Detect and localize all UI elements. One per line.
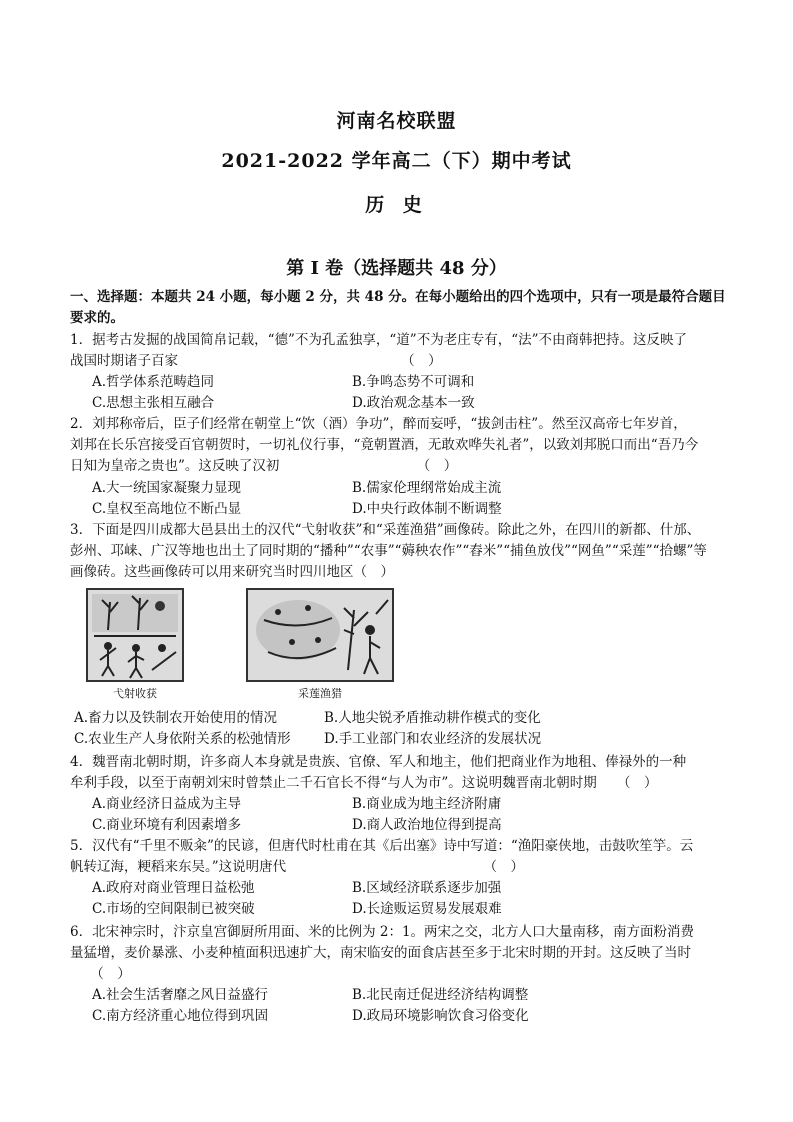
- question-line: 刘邦在长乐宫接受百官朝贺时，一切礼仪行事，“竟朝置酒，无敢欢哗失礼者”，以致刘邦脱口而出“吾乃今: [70, 437, 699, 453]
- brick-relief-image: [246, 588, 394, 682]
- option-row: [92, 899, 732, 920]
- question-line: 4．魏晋南北朝时期，许多商人本身就是贵族、官僚、军人和地主，他们把商业作为地租、俸禄外的一种: [70, 754, 687, 770]
- option-b[interactable]: B.争鸣态势不可调和: [352, 374, 475, 390]
- relief-figure-1: [86, 588, 184, 701]
- option-row: [92, 393, 732, 414]
- question-line: 5．汉代有“千里不贩籴”的民谚，但唐代时杜甫在其《后出塞》诗中写道：“渔阳豪侠地，击鼓吹笙竽。云: [70, 838, 694, 854]
- question-line: 量猛增，麦价暴涨、小麦种植面积迅速扩大，南宋临安的面食店甚至多于北宋时期的开封。这反映了当时: [70, 945, 691, 961]
- option-d[interactable]: D.中央行政体制不断调整: [352, 501, 502, 517]
- option-row: [92, 478, 732, 499]
- option-row: [92, 878, 732, 899]
- question-2: [70, 414, 730, 477]
- question-6: [70, 922, 730, 985]
- option-b[interactable]: B.北民南迁促进经济结构调整: [352, 987, 529, 1003]
- option-row: [92, 794, 732, 815]
- subject-title: 历 史: [365, 194, 428, 216]
- question-line: 3．下面是四川成都大邑县出土的汉代“弋射收获”和“采莲渔猎”画像砖。除此之外，在四川的新都、什邡、: [70, 522, 701, 538]
- option-c[interactable]: C.南方经济重心地位得到巩固: [92, 1008, 269, 1024]
- option-c[interactable]: C.皇权至高地位不断凸显: [92, 501, 242, 517]
- question-line: 6．北宋神宗时，汴京皇宫御厨所用面、米的比例为 2：1。两宋之交，北方人口大量南移，南方面粉消费: [70, 924, 695, 940]
- org-title: 河南名校联盟: [336, 110, 457, 132]
- option-d[interactable]: D.政局环境影响饮食习俗变化: [352, 1008, 529, 1024]
- image-caption: 弋射收获: [113, 687, 157, 700]
- option-c[interactable]: C.思想主张相互融合: [92, 395, 215, 411]
- question-line: 1．据考古发掘的战国简帛记载，“德”不为孔孟独享，“道”不为老庄专有，“法”不由商韩把持。这反映了: [70, 332, 687, 348]
- brick-relief-image: [86, 588, 184, 682]
- question-line: 牟利手段，以至于南朝刘宋时曾禁止二千石官长不得“与人为市”。这说明魏晋南北朝时期 （ ）: [70, 775, 658, 791]
- image-caption: 采莲渔猎: [298, 687, 342, 700]
- option-row: [92, 1006, 732, 1027]
- option-row: [74, 729, 714, 750]
- option-row: [92, 985, 732, 1006]
- option-d[interactable]: D.商人政治地位得到提高: [352, 817, 502, 833]
- option-b[interactable]: B.儒家伦理纲常始成主流: [352, 480, 502, 496]
- option-d[interactable]: D.政治观念基本一致: [352, 395, 475, 411]
- option-a[interactable]: A.商业经济日益成为主导: [92, 796, 242, 812]
- option-b[interactable]: B.商业成为地主经济附庸: [352, 796, 502, 812]
- question-line: （ ）: [70, 966, 131, 982]
- option-row: [74, 708, 714, 729]
- option-d[interactable]: D.手工业部门和农业经济的发展状况: [324, 731, 542, 747]
- section-title: 第 I 卷（选择题共 48 分）: [286, 258, 507, 279]
- option-c[interactable]: C.市场的空间限制已被突破: [92, 901, 255, 917]
- section-instruction: 一、选择题：本题共 24 小题，每小题 2 分，共 48 分。在每小题给出的四个选项中，只有一项是最符合题目要求的。: [70, 289, 726, 326]
- option-c[interactable]: C.商业环境有利因素增多: [92, 817, 242, 833]
- exam-title: 2021-2022 学年高二（下）期中考试: [221, 150, 572, 172]
- question-line: 2．刘邦称帝后，臣子们经常在朝堂上“饮（酒）争功”，醉而妄呼，“拔剑击柱”。然至汉高帝七年岁首，: [70, 416, 687, 432]
- option-row: [92, 815, 732, 836]
- option-a[interactable]: A.政府对商业管理日益松弛: [92, 880, 255, 896]
- question-line: 日知为皇帝之贵也”。这反映了汉初 （ ）: [70, 458, 458, 474]
- option-b[interactable]: B.区域经济联系逐步加强: [352, 880, 502, 896]
- option-a[interactable]: A.社会生活奢靡之风日益盛行: [92, 987, 269, 1003]
- option-a[interactable]: A.哲学体系范畴趋同: [92, 374, 215, 390]
- option-a[interactable]: A.畜力以及铁制农开始使用的情况: [74, 710, 278, 726]
- option-d[interactable]: D.长途贩运贸易发展艰难: [352, 901, 502, 917]
- option-a[interactable]: A.大一统国家凝聚力显现: [92, 480, 242, 496]
- option-b[interactable]: B.人地尖锐矛盾推动耕作模式的变化: [324, 710, 541, 726]
- option-c[interactable]: C.农业生产人身依附关系的松弛情形: [74, 731, 291, 747]
- question-5: [70, 836, 730, 878]
- question-line: 帆转辽海，粳稻来东吴。”这说明唐代 （ ）: [70, 859, 525, 875]
- relief-figure-2: [246, 588, 394, 701]
- question-3: [70, 520, 730, 583]
- question-1: [70, 330, 730, 372]
- question-line: 彭州、邛崃、广汉等地也出土了同时期的“播种”“农事”“薅秧农作”“舂米”“捕鱼放伐”“网鱼”“采莲”“拾螺”等: [70, 543, 707, 559]
- question-line: 画像砖。这些画像砖可以用来研究当时四川地区（ ）: [70, 564, 394, 580]
- relief-drawing: [248, 590, 392, 680]
- question-4: [70, 752, 730, 794]
- relief-drawing: [88, 590, 182, 680]
- option-row: [92, 499, 732, 520]
- question-line: 战国时期诸子百家 （ ）: [70, 353, 442, 369]
- option-row: [92, 372, 732, 393]
